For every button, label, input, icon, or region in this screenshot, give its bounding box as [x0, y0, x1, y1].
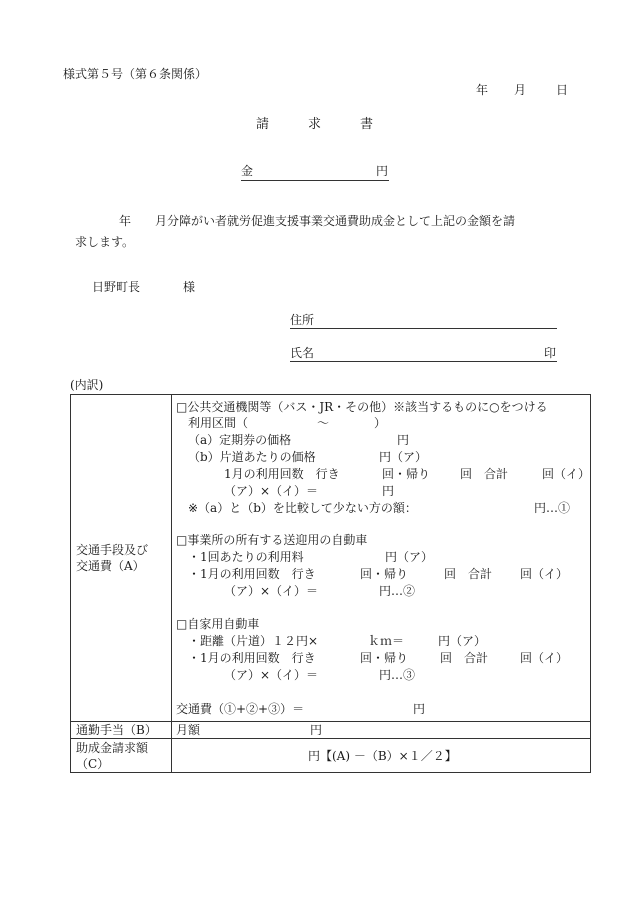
private-distance-label: ・距離（片道）１２円×: [188, 634, 319, 648]
private-distance-unit: 円（ア）: [438, 634, 487, 648]
section-tilde: ～: [317, 416, 330, 430]
amount-prefix: 金: [241, 164, 254, 178]
shuttle-count-end: 回（イ）: [520, 567, 569, 581]
section-open: 利用区間（: [188, 416, 249, 430]
shuttle-product-label: （ア）×（イ）＝: [224, 584, 319, 598]
transport-label-cell: [71, 395, 172, 722]
request-formula: 円【(A) －（B）×１／２】: [308, 749, 457, 764]
section-close: ）: [374, 416, 387, 430]
commute-unit: 円: [310, 723, 323, 737]
shuttle-count-label: ・1月の利用回数 行き: [188, 567, 316, 581]
transport-total-unit: 円: [413, 702, 426, 716]
public-product-unit: 円: [382, 484, 395, 498]
private-product-label: （ア）×（イ）＝: [224, 668, 319, 682]
public-count-end: 回（イ）: [542, 467, 591, 481]
statement-line-1: 年 月分障がい者就労促進支援事業交通費助成金として上記の金額を請: [119, 214, 516, 228]
public-product-label: （ア）×（イ）＝: [224, 484, 319, 498]
seal-mark: 印: [544, 346, 557, 360]
date-day-label: 日: [556, 83, 569, 97]
document-title: 請 求 書: [256, 117, 374, 132]
private-count-end: 回（イ）: [520, 651, 569, 665]
shuttle-product-unit: 円…②: [379, 584, 416, 598]
oneway-price-label: （b）片道あたりの価格: [188, 450, 316, 464]
request-label-cell: [71, 739, 172, 773]
public-count-total: 回 合計: [460, 467, 509, 481]
compare-label: ※（a）と（b）を比較して少ない方の額：: [188, 501, 417, 515]
transport-detail-cell[interactable]: [172, 395, 591, 722]
date-year-label: 年: [476, 83, 489, 97]
transport-total-label: 交通費（①+②+③）＝: [176, 702, 305, 716]
transport-label-line-1: 交通手段及び: [76, 542, 149, 557]
public-count-mid: 回・帰り: [382, 467, 431, 481]
addressee-honorific: 様: [183, 280, 196, 294]
shuttle-count-mid: 回・帰り: [360, 567, 409, 581]
pass-price-unit: 円: [397, 433, 410, 447]
name-label: 氏名: [290, 346, 315, 360]
breakdown-table: [70, 394, 591, 773]
name-field[interactable]: [290, 347, 557, 362]
amount-unit: 円: [376, 164, 389, 178]
request-label-line-2: （C）: [76, 756, 110, 771]
address-label: 住所: [290, 313, 315, 327]
addressee-name: 日野町長: [92, 280, 141, 294]
address-field[interactable]: [290, 314, 557, 329]
request-value-cell[interactable]: [172, 739, 591, 773]
shuttle-fare-label: ・1回あたりの利用料: [188, 550, 304, 564]
commute-value-cell[interactable]: [172, 722, 591, 739]
commute-label-cell: 通勤手当（B）: [71, 722, 172, 739]
shuttle-count-total: 回 合計: [444, 567, 493, 581]
form-number: 様式第５号（第６条関係）: [63, 67, 208, 81]
breakdown-label: (内訳): [70, 378, 104, 392]
request-label-line-1: 助成金請求額: [76, 740, 149, 755]
shuttle-fare-unit: 円（ア）: [385, 550, 434, 564]
statement-line-2: 求します。: [75, 235, 135, 249]
public-transit-header: □公共交通機関等（バス・JR・その他）※該当するものに○をつける: [176, 400, 548, 414]
private-distance-km: ｋｍ＝: [368, 634, 405, 648]
private-count-mid: 回・帰り: [360, 651, 409, 665]
amount-line[interactable]: [241, 165, 389, 181]
pass-price-label: （a）定期券の価格: [188, 433, 292, 447]
public-count-label: 1月の利用回数 行き: [224, 467, 340, 481]
commute-monthly-label: 月額: [176, 723, 201, 737]
oneway-price-unit: 円（ア）: [379, 450, 428, 464]
private-count-total: 回 合計: [440, 651, 489, 665]
private-count-label: ・1月の利用回数 行き: [188, 651, 316, 665]
compare-unit: 円…①: [534, 501, 571, 515]
transport-label-line-2: 交通費（A）: [76, 559, 145, 573]
shuttle-header: □事業所の所有する送迎用の自動車: [176, 533, 368, 547]
date-month-label: 月: [514, 83, 527, 97]
private-car-header: □自家用自動車: [176, 617, 260, 631]
private-product-unit: 円…③: [379, 668, 416, 682]
